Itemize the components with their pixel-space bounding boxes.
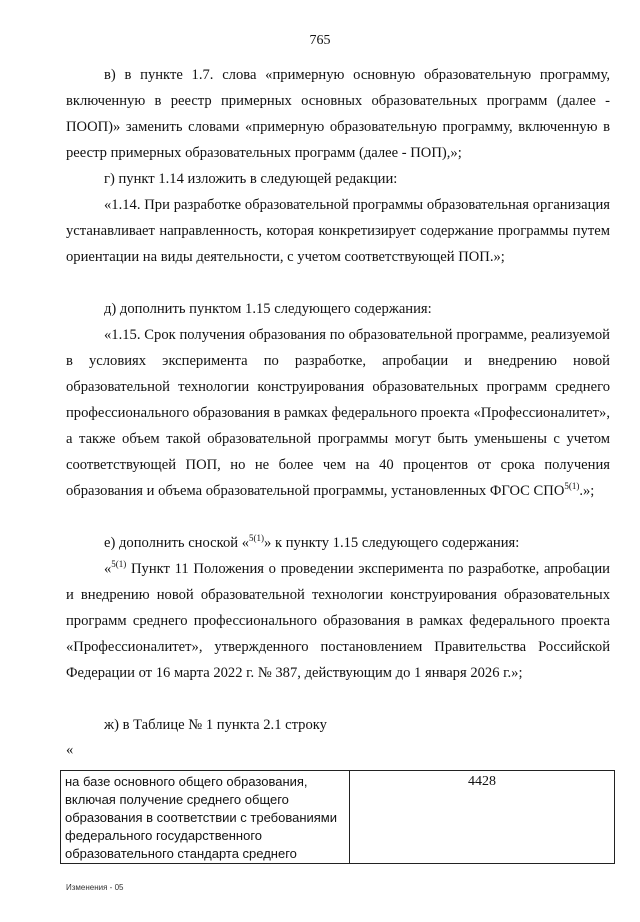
paragraph-d [66,296,610,322]
paragraph-e [66,530,610,556]
paragraph-g [66,166,610,192]
text-before-footnote: е) дополнить сноской « [104,535,250,551]
paragraph-1-14 [66,192,610,270]
footer-note: Изменения - 05 [66,883,124,892]
page-number: 765 [309,33,331,48]
paragraph-v [66,62,610,166]
paragraph-zh [66,712,610,738]
footnote-ref: 5(1) [249,533,265,544]
footnote-ref: 5(1) [564,481,580,492]
table-cell-value: 4428 [350,771,615,864]
text-after-footnote: » к пункту 1.15 следующего содержания: [264,535,520,551]
paragraph-text: в) в пункте 1.7. слова «примерную основную образовательную программу, включенную в реестр примерных основных образовательных программ (далее - ПООП)» заменить словами «примерную образовательную программу, включенную в реестр примерных образовательных программ (далее - ПОП),»; [66,67,610,161]
paragraph-1-15 [66,322,610,504]
footnote-ref: 5(1) [111,559,127,570]
paragraph-text [66,322,610,504]
text-before-footnote: «1.15. Срок получения образования по образовательной программе, реализуемой в условиях эксперимента по разработке, апробации и внедрению новой образовательной технологии конструирования образовательных программ среднего профессионального образования в рамках федерального проекта «Профессионалитет», а также объем такой образовательной программы могут быть уменьшены с учетом соответствующей ПОП, но не более чем на 40 процентов от срока получения образования и объема образовательной программы, установленных ФГОС СПО [66,327,610,499]
text-before-footnote: « [104,561,112,577]
text-after-footnote: Пункт 11 Положения о проведении эксперимента по разработке, апробации и внедрению новой образовательной технологии конструирования образовательных программ среднего профессионального образования в рамках федерального проекта «Профессионалитет», утвержденного постановлением Правительства Российской Федерации от 16 марта 2022 г. № 387, действующим до 1 января 2026 г.»; [66,561,610,681]
paragraph-text [66,530,610,556]
paragraph-text: ж) в Таблице № 1 пункта 2.1 строку [104,717,327,733]
paragraph-text: г) пункт 1.14 изложить в следующей редакции: [104,171,398,187]
table-cell-description: на базе основного общего образования, включая получение среднего общего образования в соответствии с требованиями федерального государственного образовательного стандарта среднего [61,771,350,864]
table-row [61,771,615,864]
paragraph-text [66,556,610,686]
open-quote: « [66,742,74,758]
paragraph-footnote [66,556,610,686]
text-after-footnote: .»; [579,483,595,499]
paragraph-text: д) дополнить пунктом 1.15 следующего содержания: [104,301,432,317]
paragraph-text: «1.14. При разработке образовательной программы образовательная организация устанавливает направленность, которая конкретизирует содержание программы путем ориентации на виды деятельности, с учетом соответствующей ПОП.»; [66,197,610,265]
table-1-row [60,770,615,864]
